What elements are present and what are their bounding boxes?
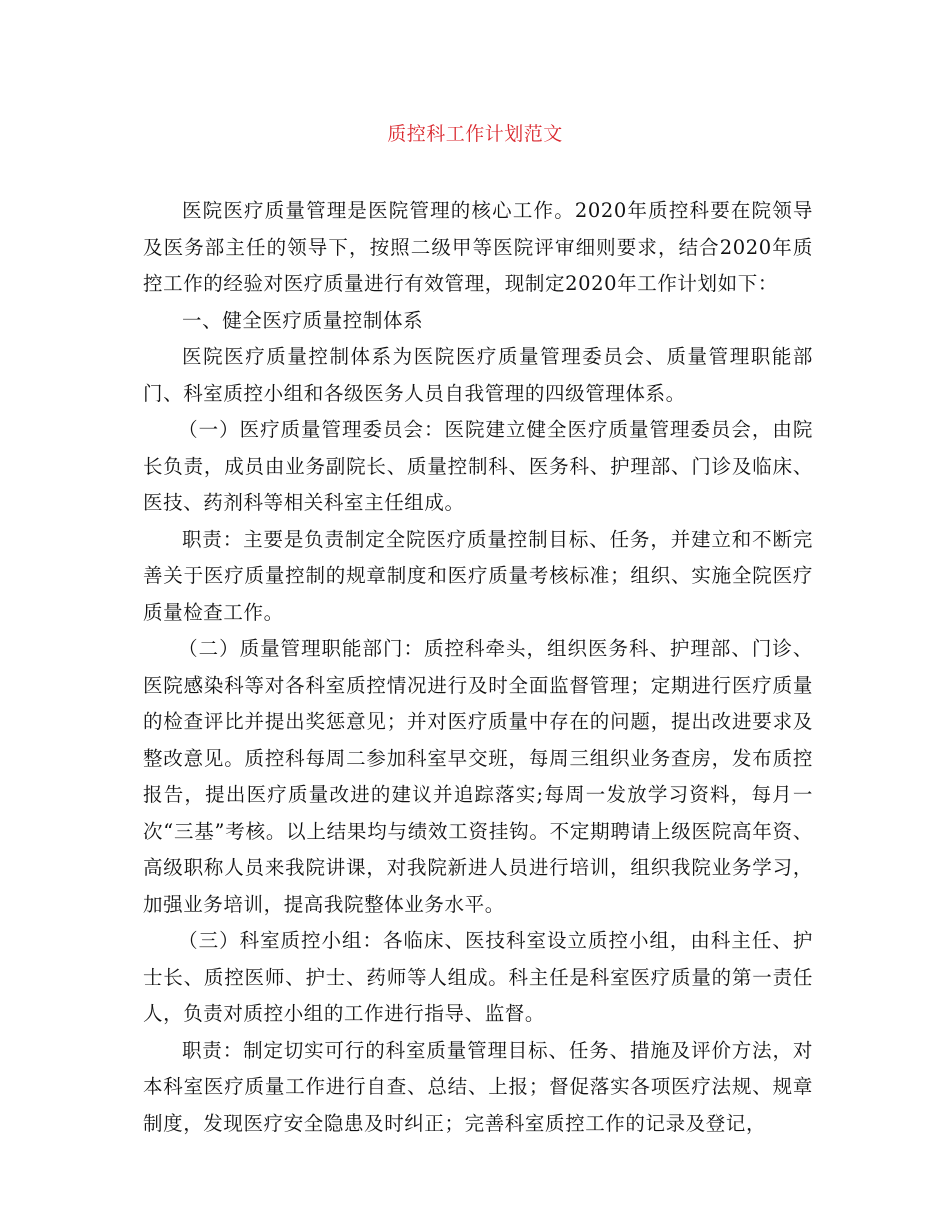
paragraph-committee: （一）医疗质量管理委员会：医院建立健全医疗质量管理委员会，由院长负责，成员由业务副院长、质量控制科、医务科、护理部、门诊及临床、医技、药剂科等相关科室主任组成。 <box>143 418 813 514</box>
document-title: 质控科工作计划范文 <box>387 123 563 145</box>
paragraph-dept-qc-group: （三）科室质控小组：各临床、医技科室设立质控小组，由科主任、护士长、质控医师、护士、药师等人组成。科主任是科室医疗质量的第一责任人，负责对质控小组的工作进行指导、监督。 <box>143 929 813 1025</box>
paragraph-system: 医院医疗质量控制体系为医院医疗质量管理委员会、质量管理职能部门、科室质控小组和各级医务人员自我管理的四级管理体系。 <box>143 345 813 405</box>
paragraph-functional-dept: （二）质量管理职能部门：质控科牵头，组织医务科、护理部、门诊、医院感染科等对各科室质控情况进行及时全面监督管理；定期进行医疗质量的检查评比并提出奖惩意见；并对医疗质量中存在的问题，提出改进要求及整改意见。质控科每周二参加科室早交班，每周三组织业务查房，发布质控报告，提出医疗质量改进的建议并追踪落实;每周一发放学习资料，每月一次“三基”考核。以上结果均与绩效工资挂钩。不定期聘请上级医院高年资、高级职称人员来我院讲课，对我院新进人员进行培训，组织我院业务学习，加强业务培训，提高我院整体业务水平。 <box>143 637 813 916</box>
paragraph-committee-duties: 职责：主要是负责制定全院医疗质量控制目标、任务，并建立和不断完善关于医疗质量控制的规章制度和医疗质量考核标准；组织、实施全院医疗质量检查工作。 <box>143 527 813 624</box>
paragraph-intro: 医院医疗质量管理是医院管理的核心工作。2020年质控科要在院领导及医务部主任的领导下，按照二级甲等医院评审细则要求，结合2020年质控工作的经验对医疗质量进行有效管理，现制定2020年工作计划如下： <box>143 199 813 295</box>
section-heading-1: 一、健全医疗质量控制体系 <box>182 308 424 332</box>
document-body <box>143 193 813 1142</box>
paragraph-qc-group-duties: 职责：制定切实可行的科室质量管理目标、任务、措施及评价方法，对本科室医疗质量工作进行自查、总结、上报；督促落实各项医疗法规、规章制度，发现医疗安全隐患及时纠正；完善科室质控工作的记录及登记， <box>143 1038 813 1135</box>
